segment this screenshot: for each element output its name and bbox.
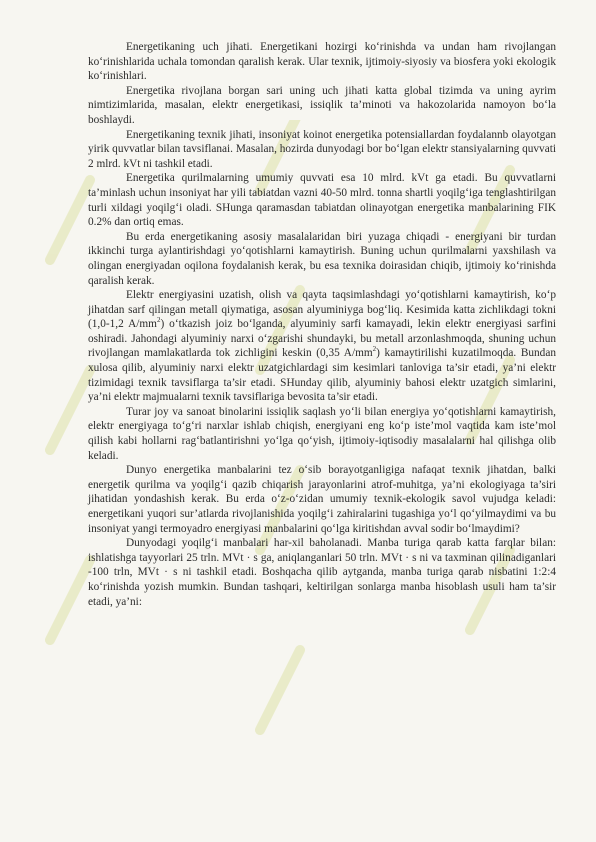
paragraph-9: Dunyodagi yoqilg‘i manbalari har-xil baholanadi. Manba turiga qarab katta farqlar bilan: ishlatishga tayyorlari 25 trln. MVt · s ga, aniqlanganlari 50 trln. MVt · s ni va taxminan qilinadiganlari -100 trln, MVt · s ni tashkil etadi. Boshqacha qilib aytganda, manba turiga qarab nisbatini 1:2:4 ko‘rinishda yozish mumkin. Bundan tashqari, keltirilgan sonlarga manba hisoblash usuli ham ta’sir etadi, ya’ni: [88, 537, 556, 608]
paragraph-5: Bu erda energetikaning asosiy masalalaridan biri yuzaga chiqadi - energiyani bir turdan ikkinchi turga aylantirishdagi yo‘qotishlarni kamaytirish. Buning uchun qurilmalarni yaxshilash va olingan energiyadan oqilona foydalanish kerak, bu esa texnika doirasidan chiqib, ijtimoiy ko‘rinishda qaralish kerak. [88, 230, 556, 287]
paragraph-7: Turar joy va sanoat binolarini issiqlik saqlash yo‘li bilan energiya yo‘qotishlarni kamaytirish, elektr energiyaga to‘g‘ri narxlar ishlab chiqish, energiyani eng ko‘p iste’mol vaqtida kam iste’mol qilish kabi hollarni rag‘batlantirishni yo‘lga qo‘yish, ijtimoiy-iqtisodiy masalalarni hal qilishga olib keladi. [88, 405, 556, 462]
superscript-2: 2 [156, 316, 161, 325]
document-page [88, 40, 556, 609]
paragraph-6-part-2: ) o‘tkazish joiz bo‘lganda, alyuminiy sarfi kamayadi, lekin elektr energiyasi sarfini oshiradi. Jahondagi alyuminiy narxi o‘zgarishi shundayki, bu metall arzonlashmoqda, shuning uchun rivojlangan mamlakatlarda tok zichligini keskin (0,35 A/mm [88, 318, 557, 360]
paragraph-3: Energetikaning texnik jihati, insoniyat koinot energetika potensiallardan foydalannb olayotgan yirik quvvatlar bilan tavsiflanai. Masalan, hozirda dunyodagi bor bo‘lgan elektr stansiyalarning quvvati 2 mlrd. kVt ni tashkil etadi. [88, 128, 556, 170]
paragraph-6-part-1: Elektr energiyasini uzatish, olish va qayta taqsimlashdagi yo‘qotishlarni kamaytirish, ko‘p jihatdan sarf qilingan metall qiymatiga, asosan alyuminiyga bog‘liq. Kesimida katta zichlikdagi tokni (1,0-1,2 A/mm [88, 289, 556, 331]
paragraph-6-part-3: ) kamaytirilishi kuzatilmoqda. Bundan xulosa qilib, alyuminiy narxi elektr uzatgichlardagi sim kesimlari tanloviga ta’sir etadi, ya’ni elektr tizimidagi texnik tavsiflarga ta’sir etadi. SHunday qilib, alyuminiy bahosi elektr uzatgich simlarini, ya’ni elektr majmualarni texnik tavsiflariga bevosita ta’sir etadi. [88, 347, 556, 404]
paragraph-2: Energetika rivojlana borgan sari uning uch jihati katta global tizimda va uning ayrim nimtizimlarida, masalan, elektr energetikasi, issiqlik ta’minoti va hakozolarida namoyon bo‘la boshlaydi. [88, 84, 556, 126]
superscript-2b: 2 [372, 345, 377, 354]
paragraph-1: Energetikaning uch jihati. Energetikani hozirgi ko‘rinishda va undan ham rivojlangan ko‘rinishlarida uchala tomondan qaralish kerak. Ular texnik, ijtimoiy-siyosiy va biosfera yoki ekologik ko‘rinishlari. [88, 41, 556, 83]
paragraph-6 [88, 288, 556, 405]
paragraph-4: Energetika qurilmalarning umumiy quvvati esa 10 mlrd. kVt ga etadi. Bu quvvatlarni ta’minlash uchun insoniyat har yili tabiatdan vazni 40-50 mlrd. tonna shartli yoqilg‘iga tenglashtirilgan turli xildagi yoqilg‘i oladi. SHunga qaramasdan tabiatdan olinayotgan energetika manbalarining FIK 0.2% dan ortiq emas. [88, 172, 556, 229]
paragraph-8: Dunyo energetika manbalarini tez o‘sib borayotganligiga nafaqat texnik jihatdan, balki energetik qurilma va yoqilg‘i qazib chiqarish jarayonlarini atrof-muhitga, ya’ni ekologiyaga ta’siri jihatidan yondashish kerak. Bu erda o‘z-o‘zidan umumiy texnik-ekologik savol vujudga keladi: energetikani yuqori sur’atlarda rivojlanishida yoqilg‘i zahiralarini tugashiga yo‘l qo‘yilmaydimi va bu insoniyat yangi termoyadro energiyasi manbalarini qo‘lga kiritishdan avval sodir bo‘lmaydimi? [88, 464, 556, 535]
